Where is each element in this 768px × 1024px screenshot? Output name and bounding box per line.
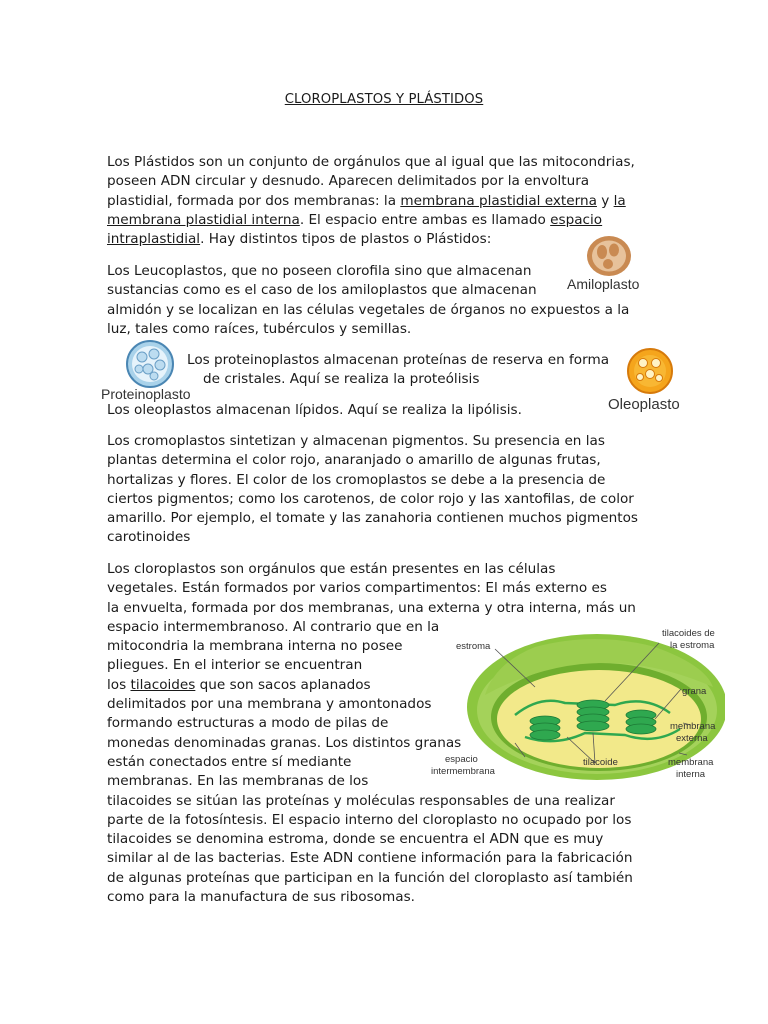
cromoplastos-paragraph	[107, 432, 638, 548]
text-line: membranas. En las membranas de los	[107, 773, 369, 790]
text-line: plantas determina el color rojo, anaranjado o amarillo de algunas frutas,	[107, 452, 601, 469]
text-line: pliegues. En el interior se encuentran	[107, 657, 363, 674]
text-line: ciertos pigmentos; como los carotenos, de color rojo y las xantofilas, de color	[107, 490, 634, 507]
estroma-label: estroma	[456, 641, 491, 652]
membrana-externa-label-1: membrana	[670, 721, 716, 732]
text-line: hortalizas y flores. El color de los cromoplastos se debe a la presencia de	[107, 471, 606, 488]
text-span: plastidial, formada por dos membranas: la	[107, 192, 401, 209]
grana-stack	[577, 700, 609, 731]
text-line: amarillo. Por ejemplo, el tomate y las zanahoria contienen muchos pigmentos	[107, 510, 638, 527]
text-span: y	[596, 192, 614, 209]
text-line: espacio intermembranoso. Al contrario que en la	[107, 618, 440, 635]
text-line: Los Plástidos son un conjunto de orgánulos que al igual que las mitocondrias,	[107, 154, 635, 170]
text-line: almidón y se localizan en las células vegetales de órganos no expuestos a la	[107, 301, 630, 318]
text-line: luz, tales como raíces, tubérculos y semillas.	[107, 320, 412, 337]
proteinoplastos-line1: Los proteinoplastos almacenan proteínas de reserva en forma	[187, 352, 610, 368]
oleoplasto-label: Oleoplasto	[608, 396, 680, 413]
amiloplasto-icon	[584, 234, 634, 280]
text-line: la envuelta, formada por dos membranas, una externa y otra interna, más un	[107, 599, 636, 616]
grana-stack	[530, 716, 560, 740]
tilacoides-estroma-label-1: tilacoides de	[662, 628, 715, 639]
underlined-term: espacio	[550, 211, 603, 228]
text-span: los	[107, 676, 131, 693]
text-line: delimitados por una membrana y amontonados	[107, 696, 432, 713]
grana-label: grana	[682, 686, 707, 697]
text-line: carotinoides	[107, 529, 191, 546]
proteinoplastos-line2: de cristales. Aquí se realiza la proteólisis	[203, 371, 480, 387]
oleoplastos-paragraph: Los oleoplastos almacenan lípidos. Aquí se realiza la lipólisis.	[107, 402, 522, 418]
text-line: parte de la fotosíntesis. El espacio interno del cloroplasto no ocupado por los	[107, 811, 632, 828]
leucoplastos-paragraph	[107, 262, 629, 339]
underlined-term: intraplastidial	[107, 231, 201, 248]
text-line: tilacoides se denomina estroma, donde se encuentra el ADN que es muy	[107, 831, 604, 848]
text-line: vegetales. Están formados por varios compartimentos: El más externo es	[107, 580, 607, 597]
page-title: CLOROPLASTOS Y PLÁSTIDOS	[284, 92, 484, 107]
amiloplasto-label: Amiloplasto	[567, 276, 640, 292]
underlined-term: la	[613, 192, 626, 209]
text-line: monedas denominadas granas. Los distintos granas	[107, 734, 462, 751]
text-line: poseen ADN circular y desnudo. Aparecen delimitados por la envoltura	[107, 173, 590, 190]
proteinoplasto-icon	[124, 339, 176, 389]
text-line: similar al de las bacterias. Este ADN contiene información para la fabricación	[107, 850, 633, 867]
text-span: . El espacio entre ambas es llamado	[299, 211, 551, 228]
text-line	[107, 230, 635, 249]
oleoplasto-icon	[625, 347, 675, 395]
text-span: . Hay distintos tipos de plastos o Plástidos:	[200, 231, 492, 248]
espacio-label-2: intermembrana	[431, 766, 495, 777]
text-line: tilacoides se sitúan las proteínas y moléculas responsables de una realizar	[107, 792, 615, 809]
tilacoides-estroma-label-2: la estroma	[670, 640, 715, 651]
membrana-interna-label-2: interna	[676, 769, 706, 780]
text-line	[107, 211, 635, 230]
text-line: Los Leucoplastos, que no poseen clorofila sino que almacenan	[107, 263, 532, 279]
underlined-term: membrana plastidial interna	[107, 211, 300, 228]
text-line: de algunas proteínas que participan en la función del cloroplasto así también	[107, 869, 633, 886]
proteinoplasto-label: Proteinoplasto	[101, 386, 191, 402]
espacio-label-1: espacio	[445, 754, 478, 765]
text-line	[107, 192, 635, 211]
text-line: formando estructuras a modo de pilas de	[107, 715, 389, 732]
membrana-interna-label-1: membrana	[668, 757, 714, 768]
underlined-term: membrana plastidial externa	[400, 192, 597, 209]
tilacoide-label: tilacoide	[583, 757, 618, 768]
text-line: sustancias como es el caso de los amiloplastos que almacenan	[107, 282, 537, 299]
text-line: mitocondria la membrana interna no posee	[107, 638, 403, 655]
text-span: que son sacos aplanados	[195, 676, 371, 693]
text-line: Los cromoplastos sintetizan y almacenan pigmentos. Su presencia en las	[107, 433, 605, 449]
underlined-term: tilacoides	[130, 676, 196, 693]
grana-stack	[626, 710, 656, 734]
text-line: están conectados entre sí mediante	[107, 753, 352, 770]
membrana-externa-label-2: externa	[676, 733, 708, 744]
text-line: como para la manufactura de sus ribosomas.	[107, 889, 415, 906]
text-line: Los cloroplastos son orgánulos que están presentes en las células	[107, 561, 556, 577]
intro-paragraph	[107, 153, 635, 249]
